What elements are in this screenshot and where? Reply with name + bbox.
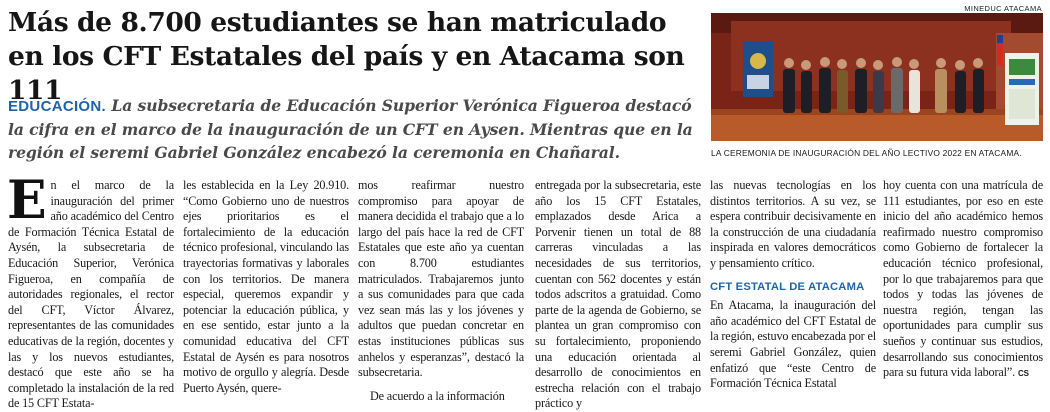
headline: Más de 8.700 estudiantes se han matriculado en los CFT Estatales del país y en Atacama son 111 <box>8 7 685 106</box>
body-column-2 <box>183 178 349 396</box>
photo-caption: LA CEREMONIA DE INAUGURACIÓN DEL AÑO LECTIVO 2022 EN ATACAMA. <box>711 148 1022 158</box>
col3-text: mos reafirmar nuestro compromiso para apoyar de manera decidida el trabajo que a lo largo del país hace la red de CFT Estatales que este año ya cuentan con 8.700 estudiantes matriculados. Trabajaremos junto a sus comunidades para que cada vez sean más las y los jóvenes y adultos que puedan concretar en estas instituciones públicas sus anhelos y esperanzas”, destacó la subsecretaria. <box>358 178 524 380</box>
col3-text-2: De acuerdo a la información <box>370 388 505 403</box>
author-initials: CS <box>1017 369 1029 379</box>
col5-text: las nuevas tecnologías en los distintos territorios. A su vez, se espera contribuir decisivamente en la construcción de una ciudadanía inspirada en valores democráticos y pensamiento crítico. <box>710 178 876 270</box>
col6-text: hoy cuenta con una matrícula de 111 estudiantes, por eso en este inicio del año académico hemos reafirmado nuestro compromiso como Gobierno de fortalecer la educación técnico profesional, por lo que trabajaremos para que todos y todas las jóvenes de nuestra región, tengan las oportunidades para cumplir sus sueños y continuar sus estudios, desarrollando sus conocimientos para su futura vida laboral”. <box>883 178 1043 380</box>
body-column-1 <box>7 170 174 412</box>
col5-text-2: En Atacama, la inauguración del año académico del CFT Estatal de la región, estuvo encabezada por el seremi Gabriel González, quien enfatizó que “este Centro de Formación Técnica Estatal <box>710 298 876 391</box>
drop-cap: E <box>7 170 47 231</box>
section-label: EDUCACIÓN. <box>8 98 107 115</box>
photo-credit: MINEDUC ATACAMA <box>964 4 1042 13</box>
lead-paragraph <box>8 94 703 164</box>
body-column-4 <box>535 178 701 412</box>
col4-text: entregada por la subsecretaria, este año los 15 CFT Estatales, emplazados desde Arica a Porvenir tienen un total de 88 carreras vinculadas a las necesidades de sus territorios, cuentan con 562 docentes y están todos adscritos a gratuidad. Como parte de la agenda de Gobierno, se plantea un gran compromiso con su fortalecimiento, proponiendo una educación orientada al desarrollo de conocimientos en estrecha relación con el trabajo práctico y <box>535 178 701 411</box>
col1-text: n el marco de la inauguración del primer año académico del Centro de Formación Técnica Estatal de Aysén, la subsecretaria de Educación Superior, Verónica Figueroa, en compañía de autoridades regionales, el rector del CFT, Víctor Álvarez, representantes de las comunidades educativas de la región, docentes y las y los nuevos estudiantes, destacó que este año se ha completado la instalación de la red de 15 CFT Estata- <box>8 178 174 411</box>
col2-text: les establecida en la Ley 20.910. “Como Gobierno uno de nuestros ejes prioritarios es el fortalecimiento de la educación técnico profesional, vinculando las trayectorias formativas y laborales con los territorios. De manera especial, queremos expandir y potenciar la educación pública, y en ese sentido, estar junto a la comunidad educativa del CFT Estatal de Aysén es para nosotros motivo de orgullo y alegría. Desde Puerto Aysén, quere- <box>183 178 349 395</box>
lead-text: La subsecretaria de Educación Superior Verónica Figueroa destacó la cifra en el marco de la inauguración de un CFT en Aysen. Mientras que en la región el seremi Gabriel González encabezó la ceremonia en Chañaral. <box>8 96 693 162</box>
ceremony-photo <box>711 13 1043 141</box>
body-column-5 <box>710 178 876 392</box>
body-column-6 <box>883 178 1043 382</box>
subheading: CFT ESTATAL DE ATACAMA <box>710 280 865 293</box>
body-column-3 <box>358 178 524 404</box>
